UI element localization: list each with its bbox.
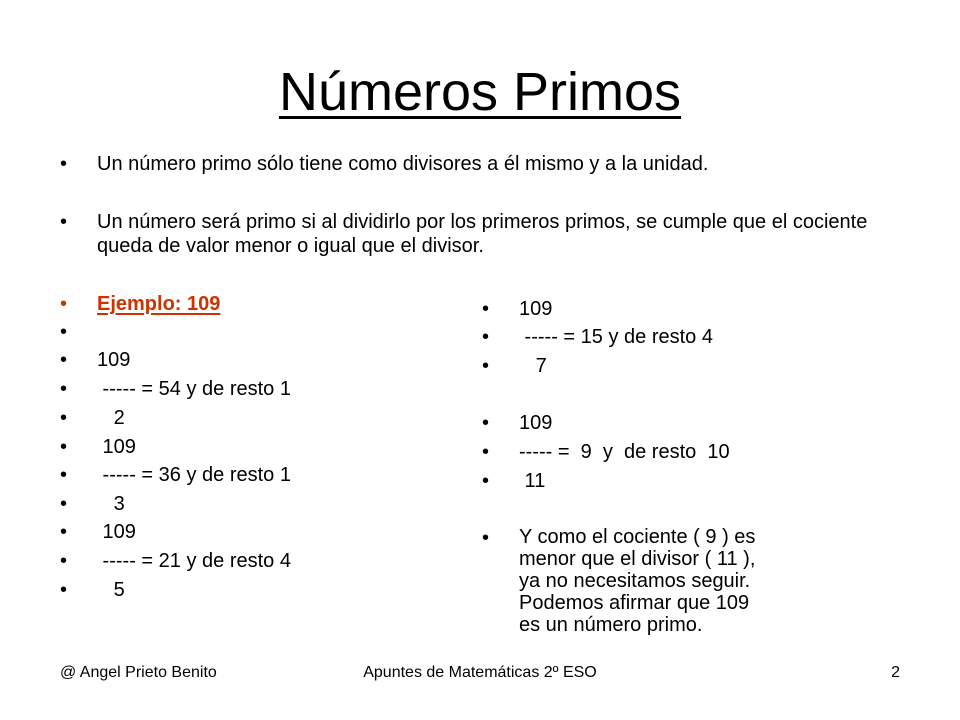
slide-title: Números Primos (278, 62, 682, 122)
example-label: Ejemplo: 109 (97, 293, 221, 315)
bullet-dot: • (60, 293, 68, 315)
left-item-text: 109 (97, 349, 131, 371)
bullet-dot: • (60, 153, 68, 175)
bullet-dot: • (60, 464, 68, 486)
left-item-text: 2 (97, 407, 125, 429)
left-item-text: 109 (97, 436, 136, 458)
right-item-text: ----- = 15 y de resto 4 (519, 326, 713, 348)
right-item-text: 109 (519, 298, 553, 320)
bullet-dot: • (482, 355, 490, 377)
bullet-dot: • (60, 521, 68, 543)
bullet-dot: • (482, 527, 490, 549)
bullet-dot: • (60, 436, 68, 458)
left-item-text: ----- = 54 y de resto 1 (97, 378, 291, 400)
left-item-text: ----- = 21 y de resto 4 (97, 550, 291, 572)
bullet-dot: • (482, 298, 490, 320)
right-item-text: ----- = 9 y de resto 10 (519, 441, 730, 463)
bullet-dot: • (60, 321, 68, 343)
bullet-dot: • (60, 211, 68, 233)
bullet-dot: • (60, 407, 68, 429)
right-item-text: 7 (519, 355, 547, 377)
conclusion-text: Y como el cociente ( 9 ) es menor que el divisor ( 11 ), ya no necesitamos seguir. Podemos afirmar que 109 es un número primo. (519, 526, 756, 636)
footer-author: @ Angel Prieto Benito (60, 664, 217, 681)
right-item-text: 11 (519, 470, 546, 492)
bullet-dot: • (482, 470, 490, 492)
bullet-dot: • (60, 349, 68, 371)
footer-page-number: 2 (891, 664, 900, 681)
intro-text-1: Un número primo sólo tiene como divisores a él mismo y a la unidad. (97, 153, 709, 175)
left-item-text: ----- = 36 y de resto 1 (97, 464, 291, 486)
left-item-text: 3 (97, 493, 125, 515)
bullet-dot: • (482, 412, 490, 434)
right-item-text: 109 (519, 412, 553, 434)
bullet-dot: • (482, 441, 490, 463)
footer-course: Apuntes de Matemáticas 2º ESO (363, 664, 597, 681)
bullet-dot: • (60, 579, 68, 601)
bullet-dot: • (60, 493, 68, 515)
left-item-text: 5 (97, 579, 125, 601)
bullet-dot: • (60, 550, 68, 572)
left-item-text: 109 (97, 521, 136, 543)
bullet-dot: • (482, 326, 490, 348)
intro-text-2: Un número será primo si al dividirlo por los primeros primos, se cumple que el cociente queda de valor menor o igual que el divisor. (97, 211, 868, 257)
bullet-dot: • (60, 378, 68, 400)
